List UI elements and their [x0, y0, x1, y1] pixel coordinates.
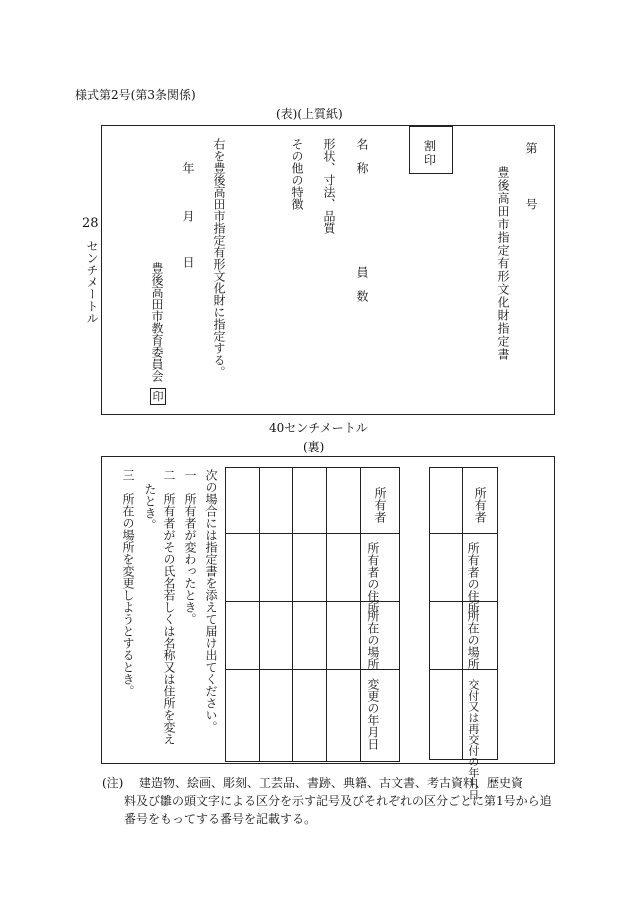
issue-record-table — [429, 467, 498, 800]
table-cell[interactable] — [259, 468, 293, 534]
header-owner-address: 所有者の住所 — [360, 534, 399, 602]
note-line-3: 番号をもってする番号を記載する。 — [124, 812, 317, 826]
table-cell[interactable] — [259, 602, 293, 670]
table-cell[interactable] — [226, 468, 260, 534]
designation-text: 右を豊後高田市指定有形文化財に指定する。 — [212, 138, 226, 378]
table-cell[interactable] — [226, 602, 260, 670]
table-cell[interactable] — [430, 602, 463, 670]
table-cell[interactable] — [226, 670, 260, 762]
count-field-label: 員 数 — [355, 266, 369, 302]
shape-field-label: 形状、寸法、品質 — [322, 138, 336, 234]
table-cell[interactable] — [259, 534, 293, 602]
date-day: 日 — [181, 256, 195, 268]
table-cell[interactable] — [226, 534, 260, 602]
header-issue-date: 交付又は再交付の年月日 — [462, 670, 497, 760]
date-year: 年 — [181, 162, 195, 174]
table-cell[interactable] — [259, 670, 293, 762]
notice-item-3: 三 所在の場所を変更しようとするとき。 — [121, 469, 135, 697]
transfer-record-table — [225, 467, 400, 762]
official-seal: 印 — [150, 388, 166, 405]
table-cell[interactable] — [293, 670, 327, 762]
table-cell[interactable] — [327, 468, 361, 534]
width-label: 40センチメートル — [269, 421, 368, 435]
height-label-number: 28 — [82, 216, 99, 231]
table-cell[interactable] — [327, 670, 361, 762]
height-label-unit: センチメートル — [85, 240, 99, 324]
header-location: 所在の場所 — [462, 602, 497, 670]
number-label: 第 号 — [524, 142, 538, 212]
note-label: (注) — [102, 776, 124, 790]
table-cell[interactable] — [293, 602, 327, 670]
table-cell[interactable] — [327, 534, 361, 602]
front-caption: (表)(上質紙) — [276, 107, 343, 121]
back-caption: (裏) — [303, 440, 325, 454]
notice-item-1: 一 所有者が変わったとき。 — [183, 469, 197, 625]
notice-item-2-cont: たとき。 — [143, 483, 157, 531]
table-cell[interactable] — [293, 468, 327, 534]
notice-intro: 次の場合には指定書を添えて届け出てください。 — [204, 469, 218, 733]
table-cell[interactable] — [430, 534, 463, 602]
issuer-name: 豊後高田市教育委員会 — [150, 262, 164, 382]
seal-label-line1: 割 — [424, 139, 437, 153]
name-field-label: 名 称 — [355, 138, 369, 174]
note-line-2: 料及び雛の頭文字による区分を示す記号及びそれぞれの区分ごとに第1号から追 — [124, 794, 552, 808]
note-line-1: 建造物、絵画、彫刻、工芸品、書跡、典籍、古文書、考古資料、歴史資 — [139, 776, 524, 790]
date-month: 月 — [181, 210, 195, 222]
header-location: 所在の場所 — [360, 602, 399, 670]
form-number: 様式第2号(第3条関係) — [75, 88, 196, 102]
table-cell[interactable] — [430, 670, 463, 760]
seal-label-line2: 印 — [424, 153, 437, 167]
header-owner: 所有者 — [462, 468, 497, 534]
certificate-title: 豊後高田市指定有形文化財指定書 — [496, 166, 510, 361]
table-cell[interactable] — [430, 468, 463, 534]
header-owner-address: 所有者の住所 — [462, 534, 497, 602]
notice-item-2: 二 所有者がその氏名若しくは名称又は住所を変え — [162, 469, 176, 745]
header-owner: 所有者 — [360, 468, 399, 534]
table-cell[interactable] — [293, 534, 327, 602]
header-change-date: 変更の年月日 — [360, 670, 399, 762]
other-field-label: その他の特徴 — [290, 138, 304, 210]
front-certificate — [101, 125, 555, 415]
split-seal-box — [409, 126, 453, 174]
table-cell[interactable] — [327, 602, 361, 670]
